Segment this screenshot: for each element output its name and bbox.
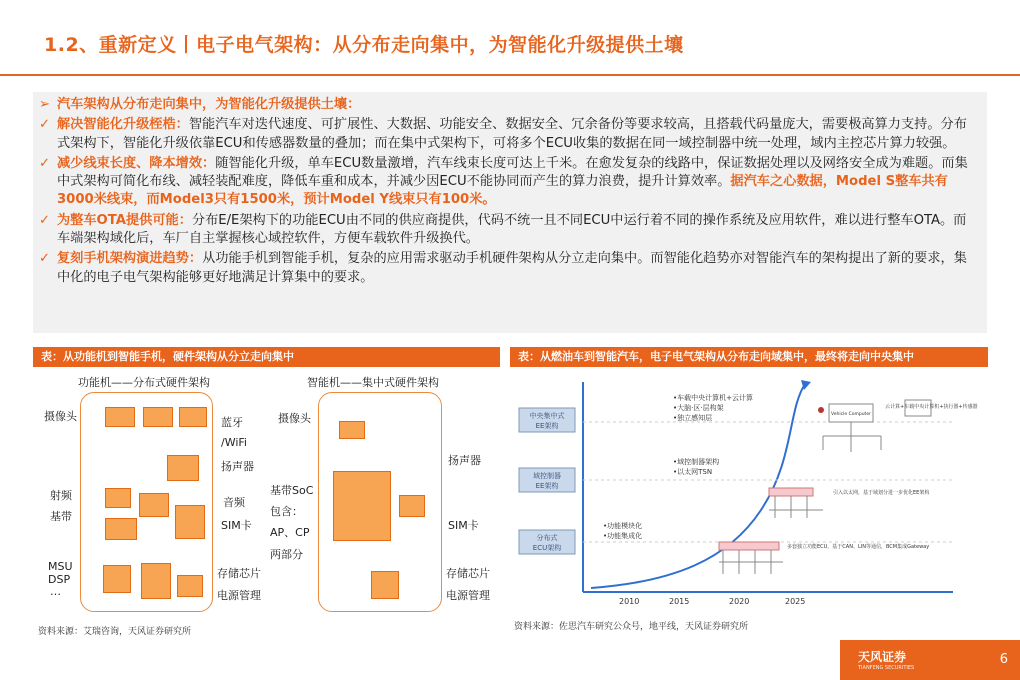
item-text: 分布E/E架构下的功能ECU由不同的供应商提供，代码不统一且不同ECU中运行着不同的操作系统及应用软件，难以进行整车OTA。而车端架构域化后，车厂自主掌握核心域控软件，方便车载软件升级换代。 <box>57 212 967 247</box>
svg-text:Vehicle Computer: Vehicle Computer <box>831 412 871 417</box>
panel2-title: 智能机——集中式硬件架构 <box>307 376 439 389</box>
item-heading: 解决智能化升级桎梏： <box>57 117 189 133</box>
label-power: 电源管理 <box>217 589 261 602</box>
page-title: 1.2、重新定义丨电子电气架构：从分布走向集中，为智能化升级提供土壤 <box>44 34 684 56</box>
label-speaker: 扬声器 <box>221 460 254 473</box>
check-icon: ✓ <box>39 251 51 267</box>
ee-architecture-chart <box>513 370 978 610</box>
item-heading: 为整车OTA提供可能： <box>57 212 192 228</box>
label-storage: 存储芯片 <box>446 567 490 580</box>
label-sim: SIM卡 <box>448 519 479 532</box>
arrow-icon: ➢ <box>39 97 51 112</box>
note: •独立感知层 <box>673 414 713 422</box>
chip <box>143 407 173 427</box>
label-camera: 摄像头 <box>278 412 311 425</box>
chip <box>399 495 425 517</box>
right-figure-caption: 表：从燃油车到智能汽车，电子电气架构从分布走向域集中，最终将走向中央集中 <box>510 347 988 367</box>
chip <box>139 493 169 517</box>
label-soc: 基带SoC <box>270 484 314 497</box>
summary-item <box>39 116 979 153</box>
chip <box>167 455 199 481</box>
chip <box>103 565 131 593</box>
label-soc-contains: 包含： <box>270 505 303 518</box>
note: •以太网TSN <box>673 468 713 476</box>
x-tick: 2010 <box>619 597 640 606</box>
stage-label-distributed <box>519 530 575 554</box>
label-power: 电源管理 <box>446 589 490 602</box>
label-baseband: 基带 <box>50 510 72 523</box>
note: •功能集成化 <box>603 532 643 540</box>
x-tick: 2015 <box>669 597 690 606</box>
svg-text:分布式: 分布式 <box>536 534 558 542</box>
chip <box>179 407 207 427</box>
summary-item <box>39 155 979 210</box>
svg-text:域控制器: 域控制器 <box>533 472 561 480</box>
summary-item <box>39 212 979 249</box>
summary-header <box>39 96 979 114</box>
chip <box>371 571 399 599</box>
item-text: 随智能化升级，单车ECU数量激增，汽车线束长度可达上千米。在愈发复杂的线路中，保证数据处理以及网络安全成为难题。而集中式架构可简化布线、减轻装配难度，降低车重和成本，并减少因ECU不能协同而产生的算力浪费，提升计算效率。 <box>57 155 968 190</box>
summary-item <box>39 250 979 287</box>
x-tick: 2025 <box>785 597 806 606</box>
chip <box>339 421 365 439</box>
summary-panel <box>33 92 987 333</box>
stage-label-central <box>519 408 575 432</box>
summary-header-text: 汽车架构从分布走向集中，为智能化升级提供土壤： <box>57 97 361 112</box>
chip <box>105 488 131 508</box>
label-soc-ap-cp: AP、CP <box>270 526 310 539</box>
feature-phone-board <box>80 392 213 612</box>
label-msu: MSU <box>48 560 73 573</box>
chip <box>177 575 203 597</box>
side-note: 云计算+车载中央计算机+执行器+传感器 <box>885 404 978 410</box>
side-note: 引入以太网，基于域划分进一步优化EE架构 <box>833 490 930 496</box>
label-wifi: /WiFi <box>221 436 247 449</box>
label-dsp: DSP <box>48 573 71 586</box>
page-number: 6 <box>999 652 1008 667</box>
item-highlight: 据汽车之心数据，Model S整车共有3000米线束，而Model3只有1500米，预计Model Y线束只有100米。 <box>57 174 948 208</box>
svg-text:中央集中式: 中央集中式 <box>529 412 565 420</box>
note: •功能模块化 <box>603 522 643 530</box>
smartphone-board <box>318 392 442 612</box>
right-source: 资料来源：佐思汽车研究公众号，地平线，天风证券研究所 <box>514 622 749 632</box>
soc-chip <box>333 471 391 541</box>
panel1-title: 功能机——分布式硬件架构 <box>78 376 210 389</box>
label-bluetooth: 蓝牙 <box>221 416 243 429</box>
item-heading: 复刻手机架构演进趋势： <box>57 251 203 267</box>
check-icon: ✓ <box>39 155 51 171</box>
side-note: 多套独立功能ECU，基于CAN、LIN等通信，BCM集成Gateway <box>787 544 930 550</box>
item-heading: 减少线束长度、降本增效： <box>57 155 216 171</box>
company-logo: 天风证券 TIANFENG SECURITIES <box>858 650 915 671</box>
label-storage: 存储芯片 <box>217 567 261 580</box>
svg-text:EE架构: EE架构 <box>535 422 559 430</box>
stage-label-domain <box>519 468 575 492</box>
check-icon: ✓ <box>39 212 51 228</box>
item-text: 从功能手机到智能手机，复杂的应用需求驱动手机硬件架构从分立走向集中。而智能化趋势亦对智能汽车的架构提出了新的要求，集中化的电子电气架构能够更好地满足计算集中的要求。 <box>57 251 967 285</box>
title-divider <box>0 74 1020 76</box>
chip <box>105 518 137 540</box>
left-source: 资料来源：艾瑞咨询，天风证券研究所 <box>38 627 192 637</box>
label-speaker: 扬声器 <box>448 454 481 467</box>
label-rf: 射频 <box>50 489 72 502</box>
item-text: 智能汽车对迭代速度、可扩展性、大数据、功能安全、数据安全、冗余备份等要求较高，且搭载代码量庞大，需要极高算力支持。分布式架构下，智能化升级依靠ECU和传感器数量的叠加；而在集中式架构下，可将多个ECU收集的数据在同一域控制器中统一处理，域内主控芯片算力较强。 <box>57 117 967 151</box>
label-audio: 音频 <box>223 496 245 509</box>
chip <box>175 505 205 539</box>
svg-text:ECU架构: ECU架构 <box>532 544 562 552</box>
left-figure-caption: 表：从功能机到智能手机，硬件架构从分立走向集中 <box>33 347 500 367</box>
note: •域控制器架构 <box>673 458 720 466</box>
label-camera: 摄像头 <box>44 410 77 423</box>
label-soc-parts: 两部分 <box>270 548 303 561</box>
check-icon: ✓ <box>39 117 51 133</box>
chip <box>105 407 135 427</box>
x-tick: 2020 <box>729 597 750 606</box>
chip <box>141 563 171 599</box>
note: •车载中央计算机+云计算 <box>673 394 753 402</box>
footer-bar <box>840 640 1020 680</box>
svg-text:EE架构: EE架构 <box>535 482 559 490</box>
label-sim: SIM卡 <box>221 519 252 532</box>
note: •大脑·区·层构架 <box>673 404 724 412</box>
label-dots: … <box>50 585 61 598</box>
